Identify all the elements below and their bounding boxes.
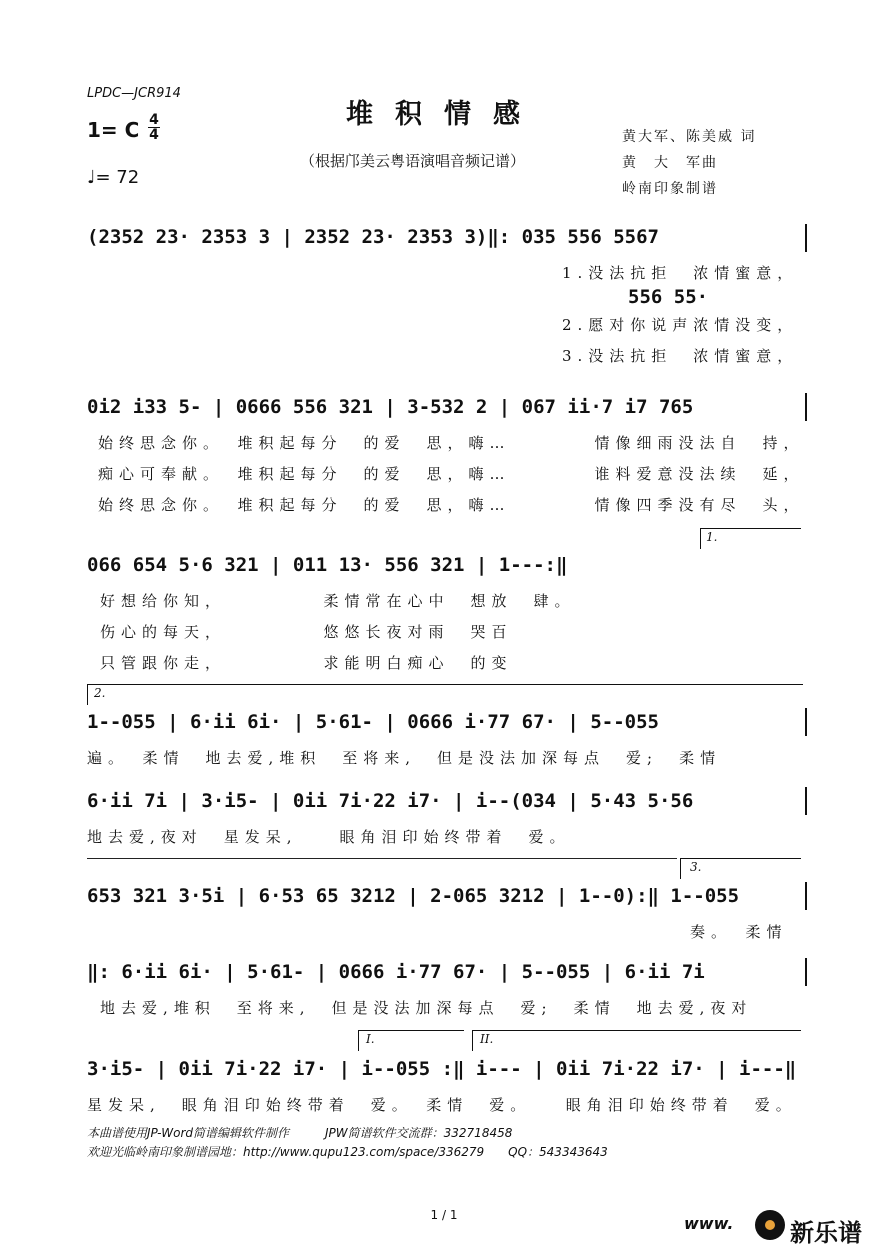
row-2-notes: 0i2 i33 5- | 0666 556 321 | 3-532 2 | 067 ii·7 i7 765: [87, 396, 694, 418]
row-1-alt-notes: 556 55·: [628, 286, 709, 308]
row-8-lyric: 星发呆, 眼角泪印始终带着 爱。 柔情 爱。 眼角泪印始终带着 爱。: [87, 1096, 797, 1114]
divider-line: [87, 858, 677, 859]
time-signature: [148, 113, 160, 142]
barline: [805, 224, 807, 252]
barline: [805, 393, 807, 421]
time-signature-denominator: 4: [149, 127, 159, 143]
credits: [622, 124, 756, 202]
row-2-lyric-1: 始终思念你。 堆积起每分 的爱 思，嗨… 情像细雨没法自 持，: [98, 434, 805, 452]
credit-arranger: 岭南印象制谱: [622, 181, 718, 197]
row-2-lyric-2: 痴心可奉献。 堆积起每分 的爱 思，嗨… 谁料爱意没法续 延，: [98, 465, 805, 483]
row-6-lyric: 奏。 柔情: [690, 923, 788, 941]
score-code: LPDC—JCR914: [87, 86, 181, 101]
volta-bracket-II: [472, 1030, 801, 1051]
row-3-notes: 066 654 5·6 321 | 011 13· 556 321 | 1---:‖: [87, 554, 568, 576]
volta-number-3: 3.: [690, 860, 702, 874]
page-number: 1 / 1: [430, 1208, 458, 1222]
row-1-notes: (2352 23· 2353 3 | 2352 23· 2353 3)‖: 035 556 5567: [87, 226, 659, 248]
row-1-lyric-1: 1.没法抗拒 浓情蜜意，: [562, 264, 799, 282]
barline: [805, 787, 807, 815]
volta-number-I: I.: [366, 1032, 375, 1046]
credit-lyricist: 黄大军、陈美威 词: [622, 129, 757, 145]
song-subtitle: （根据邝美云粤语演唱音频记谱）: [300, 152, 526, 170]
row-7-lyric: 地去爱,堆积 至将来, 但是没法加深每点 爱; 柔情 地去爱,夜对: [100, 999, 753, 1017]
volta-number-1: 1.: [706, 530, 718, 544]
key-signature: 1= C: [87, 118, 140, 142]
time-signature-numerator: 4: [149, 112, 159, 128]
row-3-lyric-1: 好想给你知， 柔情常在心中 想放 肆。: [100, 592, 576, 610]
watermark-url: www.: [684, 1214, 734, 1233]
row-3-lyric-2: 伤心的每天， 悠悠长夜对雨 哭百: [100, 623, 513, 641]
row-7-notes: ‖: 6·ii 6i· | 5·61- | 0666 i·77 67· | 5--055 | 6·ii 7i: [87, 961, 705, 983]
tempo-marking: ♩= 72: [87, 167, 140, 188]
credit-composer: 黄 大 军曲: [622, 155, 718, 171]
row-4-lyric: 遍。 柔情 地去爱,堆积 至将来, 但是没法加深每点 爱; 柔情: [87, 749, 722, 767]
barline: [805, 958, 807, 986]
song-title: 堆积情感: [346, 99, 542, 130]
logo-icon: [755, 1210, 785, 1240]
row-8-notes: 3·i5- | 0ii 7i·22 i7· | i--055 :‖ i--- | 0ii 7i·22 i7· | i---‖: [87, 1058, 797, 1080]
footer-software-note: 本曲谱使用JP-Word简谱编辑软件制作 JPW简谱软件交流群：332718458: [87, 1126, 513, 1140]
barline: [805, 882, 807, 910]
row-6-notes: 653 321 3·5i | 6·53 65 3212 | 2-065 3212 | 1--0):‖ 1--055: [87, 885, 740, 907]
barline: [805, 708, 807, 736]
volta-number-II: II.: [480, 1032, 494, 1046]
row-1-lyric-3: 3.没法抗拒 浓情蜜意，: [562, 347, 799, 365]
row-2-lyric-3: 始终思念你。 堆积起每分 的爱 思，嗨… 情像四季没有尽 头，: [98, 496, 805, 514]
row-4-notes: 1--055 | 6·ii 6i· | 5·61- | 0666 i·77 67· | 5--055: [87, 711, 659, 733]
footer-website-note: 欢迎光临岭南印象制谱园地：http://www.qupu123.com/space/336279 QQ：543343643: [87, 1145, 608, 1159]
row-1-lyric-2: 2.愿对你说声浓情没变，: [562, 316, 799, 334]
row-3-lyric-3: 只管跟你走， 求能明白痴心 的变: [100, 654, 513, 672]
row-5-lyric: 地去爱,夜对 星发呆, 眼角泪印始终带着 爱。: [87, 828, 571, 846]
row-5-notes: 6·ii 7i | 3·i5- | 0ii 7i·22 i7· | i--(034 | 5·43 5·56: [87, 790, 694, 812]
volta-number-2: 2.: [94, 686, 106, 700]
watermark-brand: 新乐谱: [790, 1219, 862, 1247]
volta-bracket-2: [87, 684, 803, 705]
